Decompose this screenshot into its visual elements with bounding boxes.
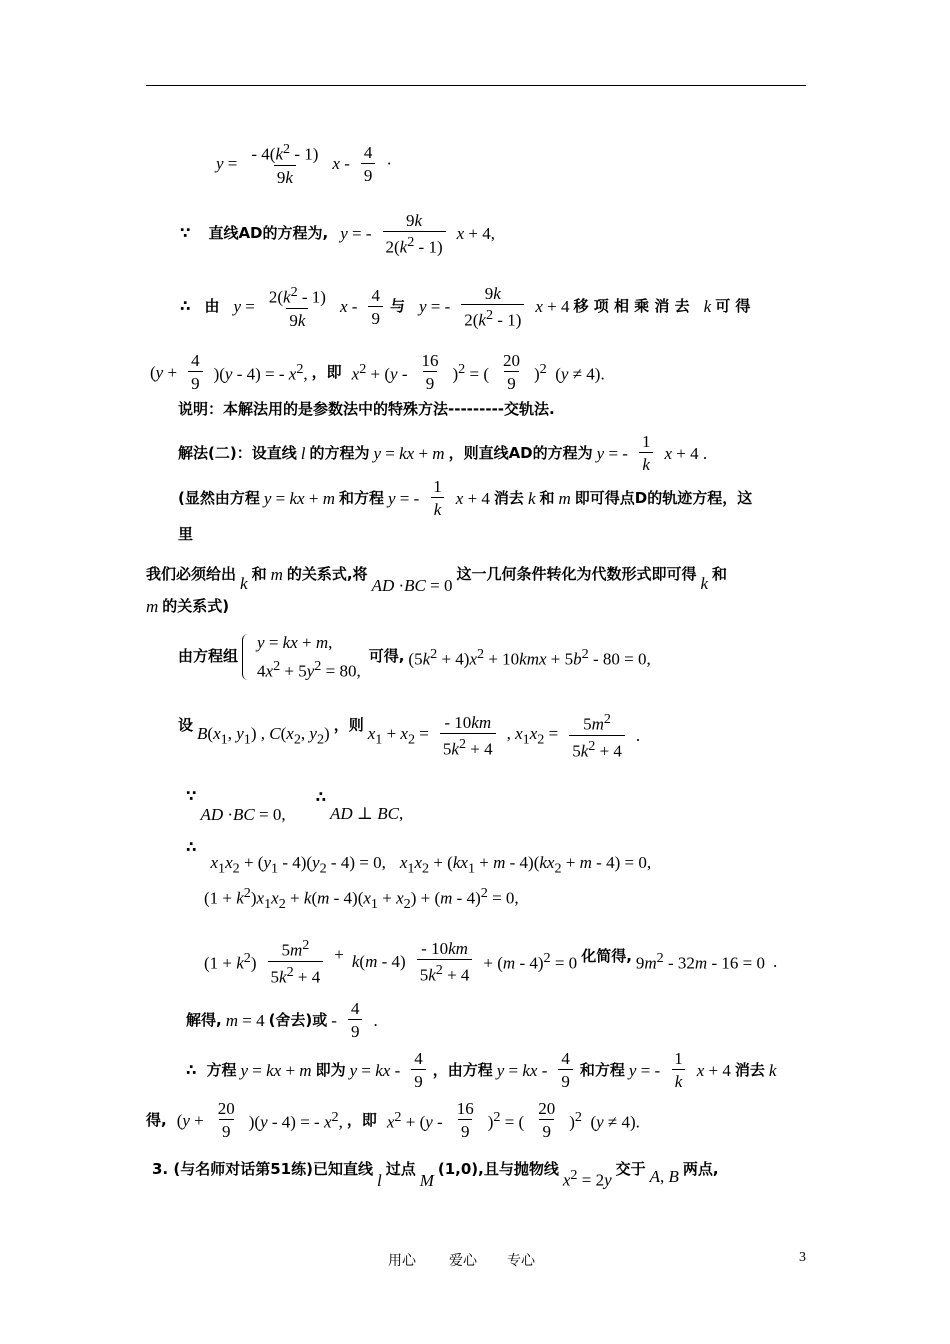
paren-line-2: 我们必须给出 k 和 m 的关系式,将 AD ·BC = 0 这一几何条件转化为代数形式即可得 k 和	[146, 565, 728, 595]
therefore-symbol-3: ∴	[186, 838, 197, 857]
ad-eq-label: 直线AD的方程为,	[208, 224, 329, 243]
text-sysB: 可得,	[368, 647, 405, 666]
text-p2d: 这一几何条件转化为代数形式即可得	[456, 565, 697, 583]
footer-text-2: 爱心	[449, 1253, 477, 1269]
text-q3e: 两点,	[682, 1160, 719, 1178]
system-brace: y = kx + m, $4x^2 + 5y^2 = 80$,	[242, 634, 365, 680]
text-sysA: 由方程组	[178, 647, 239, 666]
ad-equation-line: ∵ 直线AD的方程为, y = - $\frac{9k}{2(k^2 - 1)}$ x + 4,	[180, 211, 496, 257]
text-sol2b: 的方程为	[309, 443, 370, 462]
text-q3d: 交于	[615, 1160, 646, 1178]
text-jiwei: 即为	[315, 1060, 346, 1079]
text-q3b: 过点	[385, 1160, 416, 1178]
locus-line-1: (y + $\frac{4}{9}$ )(y - 4) = - $x^2$, ，即 $x^2 + (y$ - $\frac{16}{9}$ )$^2$ = ( $\frac{20}{9}$ )$^2$ (y ≠ 4).	[150, 351, 605, 393]
eq-line-1: y = $\frac{- 4(k^2 - 1)}{9k}$ x - $\frac{4}{9}$ ·	[216, 141, 393, 187]
text-you: 由	[204, 297, 220, 316]
text-p1d: 和	[539, 488, 555, 507]
text-p1e: 即可得点D的轨迹方程，这	[574, 488, 753, 507]
substitute-line: $(1 + k^2)$ $\frac{5m^2}{5k^2 + 4}$ + k(m - 4) $\frac{- 10km}{5k^2 + 4}$ + (m - 4)$^2$ = 0 化简得, $9m^2 - 32m - 16 = 0$ .	[204, 937, 778, 987]
header-rule	[146, 85, 806, 86]
question-3-line: 3. (与名师对话第51练)已知直线 l 过点 M (1,0),且与抛物线 $x^2 = 2y$ 交于 A, B 两点,	[152, 1160, 719, 1190]
text-ji2: ，即	[346, 1110, 377, 1129]
paren-line-1: (显然由方程 y = kx + m 和方程 y = - $\frac{1}{k}$ x + 4 消去 k 和 m 即可得点D的轨迹方程，这	[178, 477, 753, 519]
text-simp: 化简得,	[581, 947, 632, 966]
note-text: 说明：本解法用的是参数法中的特殊方法---------交轨法.	[178, 400, 555, 418]
text-kede: 可 得	[715, 297, 751, 316]
text-p1f: 里	[178, 525, 194, 543]
paren-line-3: m 的关系式)	[146, 597, 230, 616]
text-de: 得,	[146, 1110, 167, 1129]
locus-line-2: 得, (y + $\frac{20}{9}$ )(y - 4) = - $x^2$, ，即 $x^2 + (y$ - $\frac{16}{9}$ )$^2$ = ( $\frac{20}{9}$ )$^2$ (y ≠ 4).	[146, 1099, 640, 1141]
page-number: 3	[799, 1250, 806, 1265]
text-she: 设	[178, 716, 194, 735]
text-youfc: ，由方程	[432, 1060, 493, 1079]
text-p2c: 的关系式,将	[286, 565, 368, 583]
final-elim-line: ∴ 方程 y = kx + m 即为 y = kx - $\frac{4}{9}$ ，由方程 y = kx - $\frac{4}{9}$ 和方程 y = - $\frac{1}{k}$ x + 4 消去 k	[186, 1049, 777, 1091]
text-p3: 的关系式)	[162, 597, 230, 615]
paren-line-1b	[178, 527, 193, 542]
because-symbol: ∵	[180, 224, 191, 243]
text-q3a: 3. (与名师对话第51练)已知直线	[152, 1160, 373, 1178]
note-line	[178, 402, 555, 417]
system-line: 由方程组 y = kx + m, $4x^2 + 5y^2 = 80$, 可得, $(5k^2 + 4)x^2 + 10kmx + 5b^2 - 80 = 0$,	[178, 633, 651, 681]
text-p1b: 和方程	[338, 488, 384, 507]
text-xiaoqu: 消去	[734, 1060, 765, 1079]
footer-text-1: 用心	[388, 1253, 416, 1269]
text-q3c: (1,0),且与抛物线	[437, 1160, 559, 1178]
text-move: 移 项 相 乘 消 去	[573, 297, 690, 316]
expand-line-2: $(1 + k^2)x_1x_2 + k(m - 4)(x_1 + x_2) + (m - 4)^2 = 0$,	[204, 885, 519, 913]
text-shequ: (舍去)或	[268, 1010, 328, 1029]
text-p1c: 消去	[493, 488, 524, 507]
text-fc: 方程	[206, 1060, 237, 1079]
text-hefc: 和方程	[579, 1060, 625, 1079]
footer-text-3: 专心	[507, 1253, 535, 1269]
therefore-symbol-4: ∴	[186, 1060, 197, 1079]
solution-2-line: 解法(二)：设直线 l 的方程为 y = kx + m ，则直线AD的方程为 y = - $\frac{1}{k}$ x + 4 .	[178, 432, 708, 474]
because-symbol-2: ∵	[186, 787, 197, 805]
text-jiede: 解得,	[186, 1010, 222, 1029]
elimination-line: ∴ 由 y = $\frac{2(k^2 - 1)}{9k}$ x - $\frac{4}{9}$ 与 y = - $\frac{9k}{2(k^2 - 1)}$ x + 4 移 项 相 乘 消 去 k 可 得	[180, 284, 751, 330]
text-yu: 与	[389, 297, 405, 316]
sol2-label: 解法(二)：设直线	[178, 443, 297, 462]
text-p2a: 我们必须给出	[146, 565, 237, 583]
text-ji: ，即	[311, 362, 342, 381]
dot-expand-line: ∴ $x_1x_2 + (y_1 - 4)(y_2 - 4) = 0$, $x_1x_2 + (kx_1 + m - 4)(kx_2 + m - 4) = 0$,	[186, 838, 652, 877]
perp-line: ∵ AD ·BC = 0, ∴ AD ⊥ BC,	[186, 787, 404, 824]
text-p2e: 和	[712, 565, 728, 583]
vieta-line: 设 $B(x_1$, $y_1$) , $C(x_2$, $y_2$) ，则 $x_1 + x_2$ = $\frac{- 10km}{5k^2 + 4}$ , $x_1x_2$ = $\frac{5m^2}{5k^2 + 4}$ .	[178, 711, 641, 761]
solve-m-line: 解得, m = 4 (舍去)或 - $\frac{4}{9}$ .	[186, 999, 378, 1041]
text-ze: ，则	[333, 716, 364, 735]
text-p1a: (显然由方程	[178, 488, 260, 507]
text-p2b: 和	[251, 565, 267, 583]
therefore-symbol: ∴	[180, 297, 191, 316]
therefore-symbol-2: ∴	[315, 788, 327, 806]
text-sol2c: ，则直线AD的方程为	[448, 443, 593, 462]
